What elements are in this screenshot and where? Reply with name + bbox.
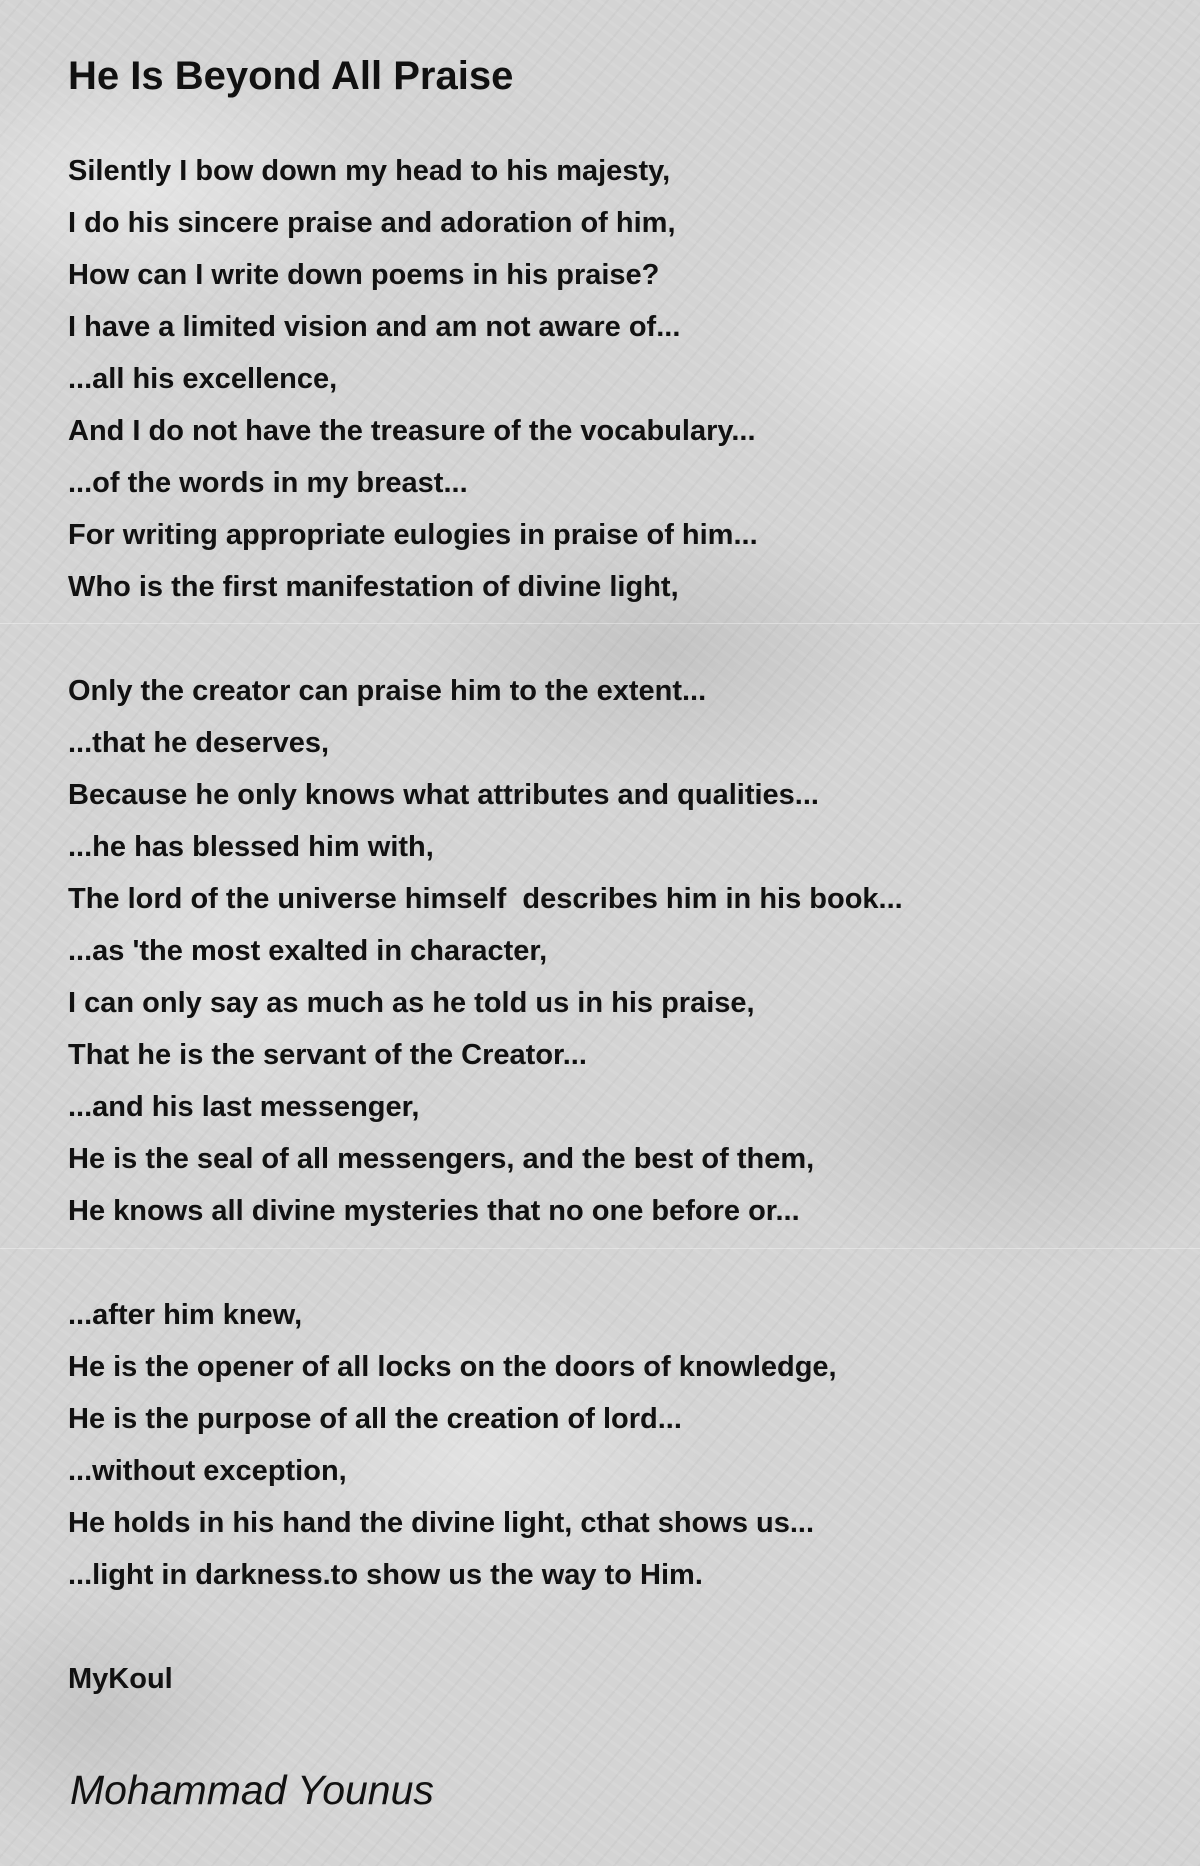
- poem-title: He Is Beyond All Praise: [68, 54, 514, 98]
- stanza-spacer: [68, 613, 1148, 665]
- stanza-spacer: [68, 1237, 1148, 1289]
- pen-name: MyKoul: [68, 1663, 173, 1695]
- poem-line: He is the seal of all messengers, and the best of them,: [68, 1143, 815, 1175]
- poem-line: ...as 'the most exalted in character,: [68, 935, 548, 967]
- poem-line: ...of the words in my breast...: [68, 467, 468, 499]
- poem-body: [68, 145, 1148, 1705]
- poem-line: Who is the first manifestation of divine light,: [68, 571, 679, 603]
- stanza-1: [68, 145, 1148, 613]
- poem-line: ...all his excellence,: [68, 363, 338, 395]
- poem-line: Only the creator can praise him to the extent...: [68, 675, 707, 707]
- poem-line: ...and his last messenger,: [68, 1091, 420, 1123]
- author-name: Mohammad Younus: [70, 1767, 434, 1813]
- stanza-2: [68, 665, 1148, 1237]
- poem-line: He holds in his hand the divine light, cthat shows us...: [68, 1507, 815, 1539]
- poem-line: I have a limited vision and am not aware of...: [68, 311, 681, 343]
- stanza-spacer: [68, 1601, 1148, 1653]
- poem-line: I can only say as much as he told us in his praise,: [68, 987, 755, 1019]
- poem-line: I do his sincere praise and adoration of him,: [68, 207, 676, 239]
- poem-line: ...that he deserves,: [68, 727, 330, 759]
- poem-line: For writing appropriate eulogies in praise of him...: [68, 519, 758, 551]
- poem-line: Because he only knows what attributes and qualities...: [68, 779, 819, 811]
- poem-line: ...after him knew,: [68, 1299, 303, 1331]
- poem-line: That he is the servant of the Creator...: [68, 1039, 587, 1071]
- poem-line: He knows all divine mysteries that no one before or...: [68, 1195, 800, 1227]
- poem-line: He is the opener of all locks on the doors of knowledge,: [68, 1351, 837, 1383]
- stanza-3: [68, 1289, 1148, 1601]
- poem-line: And I do not have the treasure of the vocabulary...: [68, 415, 756, 447]
- poem-line: Silently I bow down my head to his majesty,: [68, 155, 671, 187]
- poem-line: ...without exception,: [68, 1455, 347, 1487]
- poem-line: ...light in darkness.to show us the way to Him.: [68, 1559, 703, 1591]
- poem-line: ...he has blessed him with,: [68, 831, 434, 863]
- poem-line: How can I write down poems in his praise?: [68, 259, 660, 291]
- poem-line: He is the purpose of all the creation of lord...: [68, 1403, 682, 1435]
- poem-container: [68, 48, 1148, 1705]
- poem-line: The lord of the universe himself describes him in his book...: [68, 883, 903, 915]
